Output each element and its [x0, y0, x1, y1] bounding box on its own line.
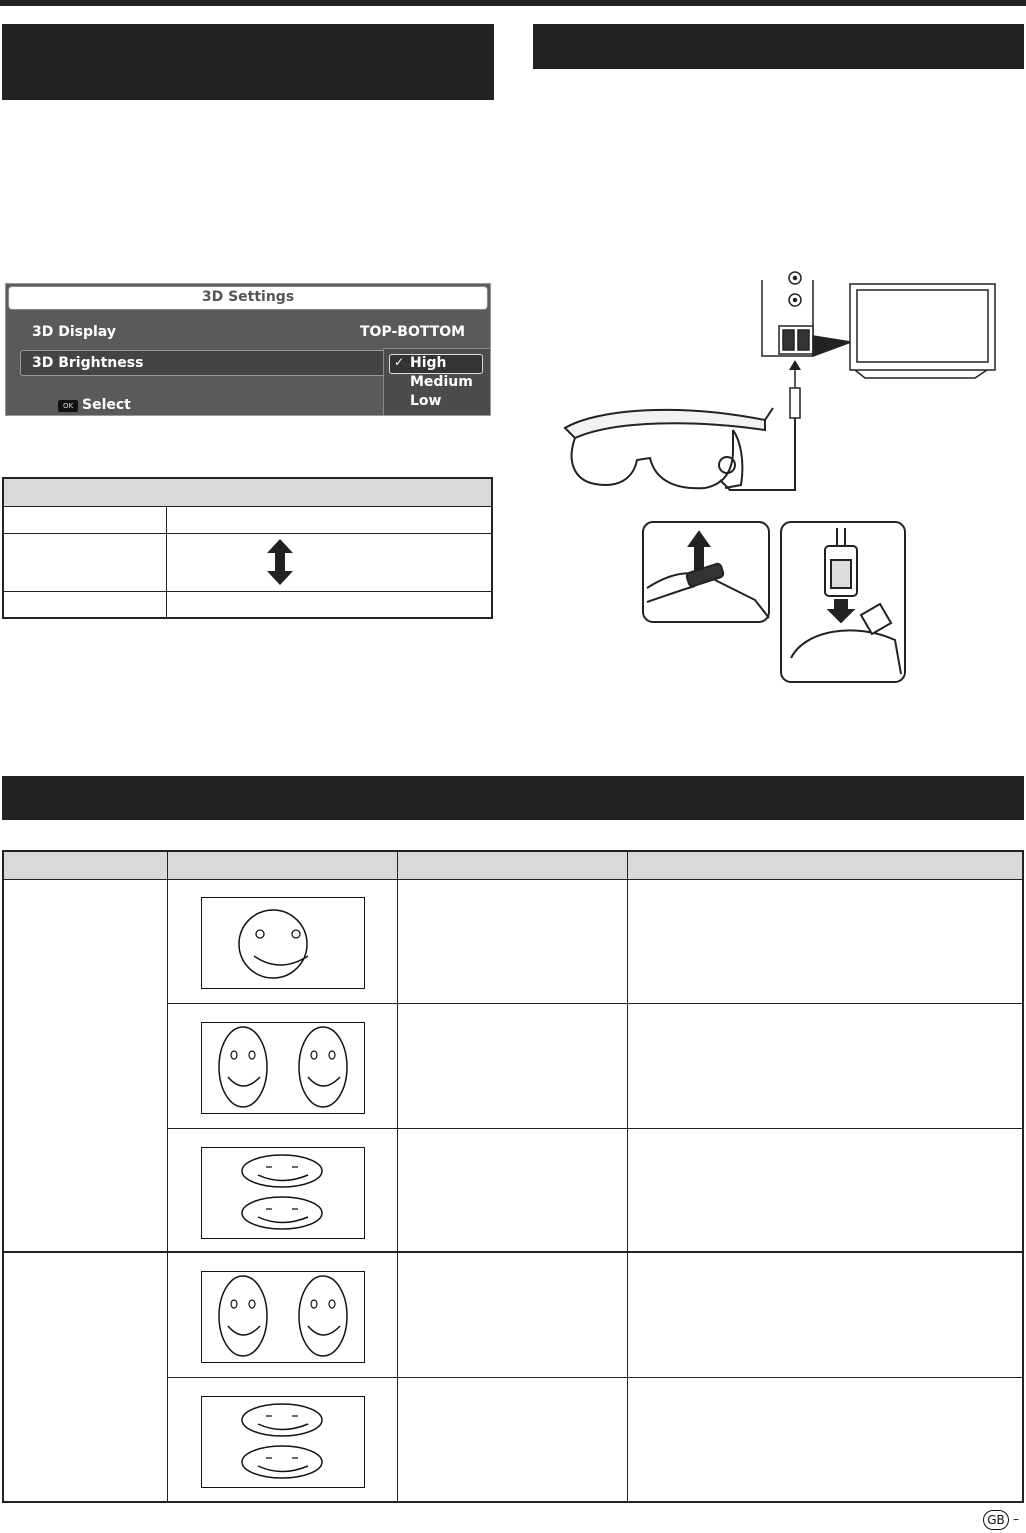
3d-format-table	[2, 850, 1024, 1503]
option-high[interactable]: High	[410, 355, 447, 371]
osd-3d-settings-menu	[5, 283, 491, 416]
osd-title: 3D Settings	[8, 286, 488, 310]
select-hint: Select	[82, 397, 131, 413]
column-divider	[166, 506, 167, 619]
inset-open-cover	[643, 522, 769, 622]
smiley-side-by-side-icon	[201, 1271, 365, 1363]
glasses-charging-illustration	[555, 270, 1015, 690]
table-header	[4, 852, 1022, 880]
page-dash: –	[1013, 1512, 1019, 1526]
group-divider	[4, 1251, 1022, 1253]
osd-3d-display-label[interactable]: 3D Display	[32, 324, 116, 340]
tv-port-panel	[762, 272, 851, 356]
option-medium[interactable]: Medium	[410, 374, 473, 390]
row-divider	[4, 591, 491, 592]
up-down-arrow-icon	[267, 539, 293, 585]
row-divider	[4, 533, 491, 534]
ok-key-icon: OK	[58, 400, 78, 412]
brightness-table	[2, 477, 493, 619]
row-divider	[167, 1377, 1022, 1378]
osd-3d-display-value: TOP-BOTTOM	[360, 324, 466, 340]
row-divider	[167, 1003, 1022, 1004]
table-header	[4, 479, 491, 507]
column-divider	[397, 852, 398, 1503]
top-rule	[0, 0, 1026, 6]
country-badge: GB	[983, 1510, 1009, 1530]
check-icon: ✓	[394, 355, 405, 369]
smiley-top-bottom-icon	[201, 1147, 365, 1239]
column-divider	[167, 852, 168, 1503]
column-divider	[627, 852, 628, 1503]
row-divider	[167, 1128, 1022, 1129]
smiley-top-bottom-icon	[201, 1396, 365, 1488]
inset-plug-cable	[781, 522, 905, 682]
smiley-full-icon	[201, 897, 365, 989]
tv-icon	[850, 284, 995, 378]
smiley-side-by-side-icon	[201, 1022, 365, 1114]
osd-3d-brightness-label[interactable]: 3D Brightness	[32, 355, 144, 371]
section-heading-bar-wide	[2, 776, 1024, 820]
option-low[interactable]: Low	[410, 393, 442, 409]
section-heading-bar-left	[2, 24, 494, 100]
brightness-dropdown[interactable]	[383, 348, 491, 416]
3d-glasses-icon	[565, 408, 773, 488]
section-heading-bar-right	[533, 24, 1024, 69]
